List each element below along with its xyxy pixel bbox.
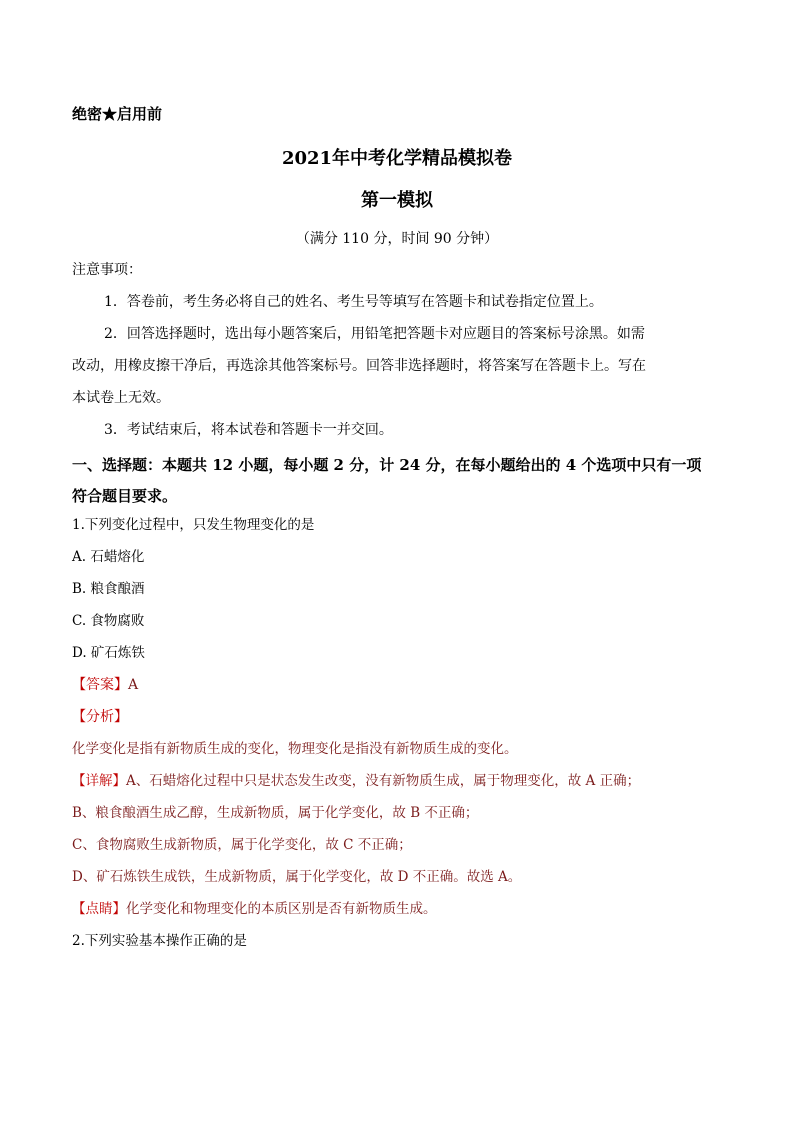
detail-line-2: B、粮食酿酒生成乙醇，生成新物质，属于化学变化，故 B 不正确； [72, 805, 479, 821]
section-heading-line-1: 一、选择题：本题共 12 小题，每小题 2 分，计 24 分，在每小题给出的 4 个选项中只有一项 [72, 456, 702, 474]
note-item-3: 3．考试结束后，将本试卷和答题卡一并交回。 [104, 422, 393, 438]
detail-line-1 [72, 771, 640, 791]
question-1-option-a: A. 石蜡熔化 [72, 549, 145, 565]
answer-tag: 【答案】 [72, 677, 128, 693]
question-2-stem: 2.下列实验基本操作正确的是 [72, 933, 247, 949]
section-heading-line-2: 符合题目要求。 [72, 487, 178, 505]
detail-tag: 【详解】 [72, 773, 126, 789]
question-1-option-d: D. 矿石炼铁 [72, 645, 145, 661]
note-item-1: 1．答卷前，考生务必将自己的姓名、考生号等填写在答题卡和试卷指定位置上。 [104, 294, 603, 310]
detail-line-3: C、食物腐败生成新物质，属于化学变化，故 C 不正确； [72, 837, 412, 853]
question-1-option-b: B. 粮食酿酒 [72, 581, 145, 597]
tip-tag: 【点睛】 [72, 901, 126, 917]
tip-text: 化学变化和物理变化的本质区别是否有新物质生成。 [126, 901, 437, 917]
secret-label: 绝密★启用前 [72, 105, 163, 123]
detail-text-a: A、石蜡熔化过程中只是状态发生改变，没有新物质生成，属于物理变化，故 A 正确； [126, 773, 641, 789]
tip-line [72, 899, 437, 919]
notes-heading: 注意事项： [72, 262, 142, 278]
analysis-text: 化学变化是指有新物质生成的变化，物理变化是指没有新物质生成的变化。 [72, 741, 518, 757]
answer-line [72, 675, 138, 695]
question-1-option-c: C. 食物腐败 [72, 613, 145, 629]
note-item-2-line-2: 改动，用橡皮擦干净后，再选涂其他答案标号。回答非选择题时，将答案写在答题卡上。写在 [72, 358, 646, 374]
exam-info: （满分 110 分，时间 90 分钟） [295, 231, 499, 247]
answer-value: A [128, 677, 139, 693]
exam-title: 2021年中考化学精品模拟卷 [281, 148, 513, 169]
note-item-2-line-1: 2．回答选择题时，选出每小题答案后，用铅笔把答题卡对应题目的答案标号涂黑。如需 [104, 326, 645, 342]
note-item-2-line-3: 本试卷上无效。 [72, 390, 170, 406]
analysis-tag: 【分析】 [72, 709, 128, 725]
exam-subtitle: 第一模拟 [361, 190, 433, 211]
detail-line-4: D、矿石炼铁生成铁，生成新物质，属于化学变化，故 D 不正确。故选 A。 [72, 869, 522, 885]
question-1-stem: 1.下列变化过程中，只发生物理变化的是 [72, 517, 315, 533]
